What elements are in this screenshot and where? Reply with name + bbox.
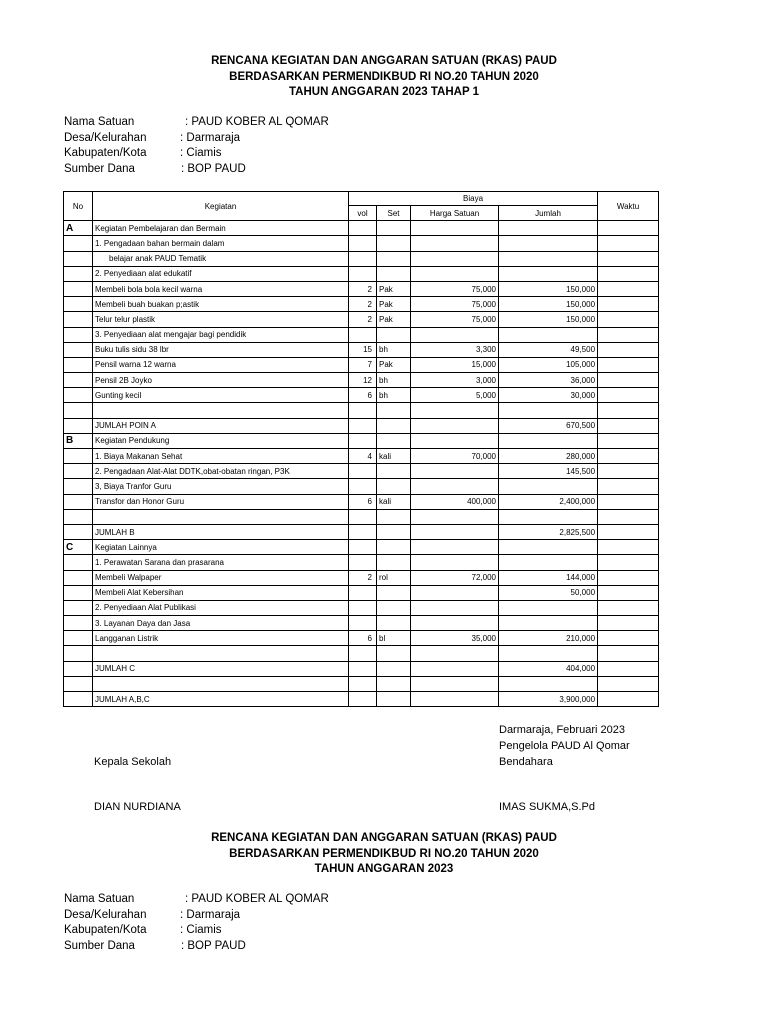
- cell-kegiatan: 2. Penyediaan alat edukatif: [93, 266, 349, 281]
- cell-vol: [349, 692, 377, 707]
- kepala-sekolah-label: Kepala Sekolah: [94, 756, 172, 768]
- cell-no: [64, 509, 93, 524]
- cell-jumlah: 144,000: [499, 570, 598, 585]
- table-row: [64, 266, 659, 281]
- cell-kegiatan: 3. Layanan Daya dan Jasa: [93, 616, 349, 631]
- cell-set: [377, 585, 411, 600]
- info-value: : PAUD KOBER AL QOMAR: [185, 893, 329, 905]
- cell-waktu: [598, 388, 659, 403]
- cell-set: bl: [377, 631, 411, 646]
- cell-set: [377, 600, 411, 615]
- cell-waktu: [598, 570, 659, 585]
- cell-waktu: [598, 509, 659, 524]
- table-row: [64, 281, 659, 296]
- table-body: [64, 221, 659, 707]
- cell-set: [377, 540, 411, 555]
- cell-kegiatan: Membeli buah buakan p;astik: [93, 297, 349, 312]
- kepala-sekolah-name: DIAN NURDIANA: [94, 801, 181, 813]
- cell-kegiatan: Telur telur plastik: [93, 312, 349, 327]
- cell-no: [64, 479, 93, 494]
- cell-vol: [349, 585, 377, 600]
- cell-no: [64, 373, 93, 388]
- cell-jumlah: [499, 236, 598, 251]
- cell-harga-satuan: [411, 266, 499, 281]
- cell-set: bh: [377, 388, 411, 403]
- cell-vol: [349, 616, 377, 631]
- info-value: : BOP PAUD: [181, 162, 246, 175]
- cell-no: [64, 251, 93, 266]
- bendahara-label: Bendahara: [499, 756, 553, 768]
- cell-jumlah: 105,000: [499, 357, 598, 372]
- cell-jumlah: [499, 327, 598, 342]
- cell-no: [64, 585, 93, 600]
- cell-vol: 4: [349, 449, 377, 464]
- cell-harga-satuan: [411, 479, 499, 494]
- cell-no: [64, 388, 93, 403]
- cell-waktu: [598, 464, 659, 479]
- cell-waktu: [598, 266, 659, 281]
- cell-no: B: [64, 433, 93, 448]
- cell-kegiatan: Buku tulis sidu 38 lbr: [93, 342, 349, 357]
- cell-kegiatan: 2. Pengadaan Alat-Alat DDTK,obat-obatan ringan, P3K: [93, 464, 349, 479]
- cell-harga-satuan: 35,000: [411, 631, 499, 646]
- cell-set: [377, 509, 411, 524]
- cell-waktu: [598, 449, 659, 464]
- cell-jumlah: 3,900,000: [499, 692, 598, 707]
- info-value: : PAUD KOBER AL QOMAR: [185, 116, 329, 128]
- cell-no: [64, 464, 93, 479]
- table-row: [64, 327, 659, 342]
- table-row: [64, 236, 659, 251]
- cell-vol: [349, 509, 377, 524]
- cell-jumlah: 49,500: [499, 342, 598, 357]
- title-line-2: BERDASARKAN PERMENDIKBUD RI NO.20 TAHUN 2020: [229, 847, 539, 860]
- cell-no: [64, 631, 93, 646]
- cell-set: Pak: [377, 312, 411, 327]
- cell-set: kali: [377, 494, 411, 509]
- header-biaya: Biaya: [349, 192, 598, 206]
- header-kegiatan: Kegiatan: [93, 192, 349, 221]
- cell-jumlah: [499, 646, 598, 661]
- cell-waktu: [598, 433, 659, 448]
- cell-jumlah: 670,500: [499, 418, 598, 433]
- cell-jumlah: 210,000: [499, 631, 598, 646]
- cell-harga-satuan: [411, 524, 499, 539]
- cell-no: [64, 676, 93, 691]
- cell-waktu: [598, 585, 659, 600]
- title-line-1: RENCANA KEGIATAN DAN ANGGARAN SATUAN (RKAS) PAUD: [211, 55, 557, 67]
- cell-vol: 2: [349, 312, 377, 327]
- cell-harga-satuan: 15,000: [411, 357, 499, 372]
- cell-set: [377, 266, 411, 281]
- cell-kegiatan: 3, Biaya Tranfor Guru: [93, 479, 349, 494]
- cell-set: [377, 433, 411, 448]
- cell-harga-satuan: [411, 616, 499, 631]
- cell-vol: [349, 221, 377, 236]
- cell-waktu: [598, 646, 659, 661]
- cell-vol: 6: [349, 388, 377, 403]
- cell-no: [64, 403, 93, 418]
- cell-set: [377, 692, 411, 707]
- cell-jumlah: [499, 266, 598, 281]
- cell-vol: 2: [349, 297, 377, 312]
- cell-jumlah: 150,000: [499, 281, 598, 296]
- cell-kegiatan: 1. Biaya Makanan Sehat: [93, 449, 349, 464]
- cell-jumlah: [499, 676, 598, 691]
- cell-harga-satuan: 3,000: [411, 373, 499, 388]
- cell-kegiatan: Langganan Listrik: [93, 631, 349, 646]
- document-title-page-2: [0, 831, 768, 878]
- info-label: Nama Satuan: [64, 116, 135, 128]
- cell-kegiatan: 2. Penyediaan Alat Publikasi: [93, 600, 349, 615]
- table-row: [64, 251, 659, 266]
- cell-no: [64, 297, 93, 312]
- title-line-3: TAHUN ANGGARAN 2023 TAHAP 1: [289, 86, 479, 98]
- cell-no: [64, 600, 93, 615]
- cell-waktu: [598, 479, 659, 494]
- cell-jumlah: [499, 251, 598, 266]
- cell-jumlah: 404,000: [499, 661, 598, 676]
- table-row: [64, 509, 659, 524]
- header-set: Set: [377, 206, 411, 221]
- cell-waktu: [598, 251, 659, 266]
- cell-waktu: [598, 236, 659, 251]
- cell-harga-satuan: [411, 646, 499, 661]
- cell-harga-satuan: [411, 555, 499, 570]
- cell-jumlah: 150,000: [499, 297, 598, 312]
- header-jumlah: Jumlah: [499, 206, 598, 221]
- cell-set: [377, 479, 411, 494]
- title-line-1: RENCANA KEGIATAN DAN ANGGARAN SATUAN (RKAS) PAUD: [211, 832, 557, 844]
- cell-no: [64, 555, 93, 570]
- cell-set: [377, 418, 411, 433]
- cell-set: [377, 524, 411, 539]
- cell-waktu: [598, 418, 659, 433]
- cell-no: A: [64, 221, 93, 236]
- cell-set: [377, 661, 411, 676]
- cell-waktu: [598, 357, 659, 372]
- cell-kegiatan: Kegiatan Pembelajaran dan Bermain: [93, 221, 349, 236]
- table-row: [64, 388, 659, 403]
- cell-harga-satuan: 3,300: [411, 342, 499, 357]
- cell-jumlah: [499, 479, 598, 494]
- info-label: Kabupaten/Kota: [64, 147, 147, 159]
- cell-vol: [349, 676, 377, 691]
- cell-jumlah: 2,825,500: [499, 524, 598, 539]
- cell-jumlah: 50,000: [499, 585, 598, 600]
- info-label: Kabupaten/Kota: [64, 924, 147, 936]
- cell-kegiatan: Membeli bola bola kecil warna: [93, 281, 349, 296]
- cell-set: bh: [377, 373, 411, 388]
- cell-harga-satuan: 70,000: [411, 449, 499, 464]
- table-row: [64, 342, 659, 357]
- table-row: [64, 692, 659, 707]
- cell-set: [377, 646, 411, 661]
- cell-no: [64, 661, 93, 676]
- cell-waktu: [598, 692, 659, 707]
- title-line-3: TAHUN ANGGARAN 2023: [314, 863, 454, 875]
- cell-harga-satuan: [411, 221, 499, 236]
- table-row: [64, 479, 659, 494]
- cell-no: [64, 312, 93, 327]
- cell-waktu: [598, 631, 659, 646]
- pengelola-label: Pengelola PAUD Al Qomar: [499, 740, 630, 752]
- cell-set: Pak: [377, 297, 411, 312]
- cell-waktu: [598, 281, 659, 296]
- cell-kegiatan: belajar anak PAUD Tematik: [93, 251, 349, 266]
- cell-kegiatan: Pensil 2B Joyko: [93, 373, 349, 388]
- cell-vol: [349, 555, 377, 570]
- cell-kegiatan: Transfor dan Honor Guru: [93, 494, 349, 509]
- cell-jumlah: 145,500: [499, 464, 598, 479]
- cell-kegiatan: JUMLAH A,B,C: [93, 692, 349, 707]
- cell-waktu: [598, 524, 659, 539]
- cell-vol: [349, 236, 377, 251]
- cell-kegiatan: Gunting kecil: [93, 388, 349, 403]
- cell-harga-satuan: 5,000: [411, 388, 499, 403]
- cell-set: Pak: [377, 281, 411, 296]
- cell-jumlah: 280,000: [499, 449, 598, 464]
- place-date: Darmaraja, Februari 2023: [499, 724, 625, 736]
- cell-waktu: [598, 221, 659, 236]
- cell-no: [64, 494, 93, 509]
- cell-waktu: [598, 540, 659, 555]
- info-value: : BOP PAUD: [181, 939, 246, 952]
- cell-set: [377, 464, 411, 479]
- cell-harga-satuan: [411, 509, 499, 524]
- cell-no: [64, 266, 93, 281]
- table-row: [64, 494, 659, 509]
- table-row: [64, 418, 659, 433]
- cell-vol: [349, 540, 377, 555]
- cell-set: [377, 616, 411, 631]
- cell-vol: [349, 661, 377, 676]
- cell-set: bh: [377, 342, 411, 357]
- cell-vol: 7: [349, 357, 377, 372]
- cell-kegiatan: JUMLAH C: [93, 661, 349, 676]
- cell-waktu: [598, 373, 659, 388]
- cell-kegiatan: 3. Penyediaan alat mengajar bagi pendidik: [93, 327, 349, 342]
- cell-no: [64, 236, 93, 251]
- document-title: [0, 54, 768, 101]
- cell-harga-satuan: 72,000: [411, 570, 499, 585]
- cell-vol: [349, 251, 377, 266]
- cell-vol: 2: [349, 281, 377, 296]
- cell-set: [377, 221, 411, 236]
- cell-waktu: [598, 494, 659, 509]
- cell-no: [64, 692, 93, 707]
- table-row: [64, 449, 659, 464]
- cell-jumlah: [499, 433, 598, 448]
- cell-set: [377, 676, 411, 691]
- info-value: : Ciamis: [180, 147, 222, 159]
- cell-harga-satuan: [411, 661, 499, 676]
- cell-set: [377, 555, 411, 570]
- cell-vol: [349, 266, 377, 281]
- cell-harga-satuan: [411, 327, 499, 342]
- rkas-table: [63, 191, 659, 707]
- cell-no: [64, 570, 93, 585]
- cell-vol: [349, 403, 377, 418]
- cell-vol: 6: [349, 494, 377, 509]
- cell-vol: [349, 418, 377, 433]
- header-harga-satuan: Harga Satuan: [411, 206, 499, 221]
- table-row: [64, 646, 659, 661]
- cell-no: [64, 646, 93, 661]
- cell-vol: 12: [349, 373, 377, 388]
- table-row: [64, 661, 659, 676]
- cell-vol: [349, 327, 377, 342]
- title-line-2: BERDASARKAN PERMENDIKBUD RI NO.20 TAHUN 2020: [229, 70, 539, 83]
- cell-set: kali: [377, 449, 411, 464]
- table-row: [64, 433, 659, 448]
- cell-no: [64, 418, 93, 433]
- cell-vol: [349, 464, 377, 479]
- cell-harga-satuan: [411, 600, 499, 615]
- cell-no: [64, 449, 93, 464]
- cell-waktu: [598, 616, 659, 631]
- header-waktu: Waktu: [598, 192, 659, 221]
- cell-waktu: [598, 327, 659, 342]
- cell-vol: 6: [349, 631, 377, 646]
- cell-harga-satuan: 75,000: [411, 297, 499, 312]
- cell-harga-satuan: [411, 585, 499, 600]
- cell-set: [377, 236, 411, 251]
- info-label: Desa/Kelurahan: [64, 908, 147, 921]
- cell-harga-satuan: [411, 236, 499, 251]
- cell-harga-satuan: 75,000: [411, 312, 499, 327]
- cell-kegiatan: [93, 403, 349, 418]
- cell-kegiatan: 1. Pengadaan bahan bermain dalam: [93, 236, 349, 251]
- table-row: [64, 464, 659, 479]
- cell-harga-satuan: [411, 540, 499, 555]
- table-row: [64, 540, 659, 555]
- table-row: [64, 312, 659, 327]
- header-no: No: [64, 192, 93, 221]
- cell-no: [64, 281, 93, 296]
- cell-no: [64, 327, 93, 342]
- table-row: [64, 570, 659, 585]
- info-value: : Darmaraja: [180, 908, 241, 921]
- cell-no: [64, 357, 93, 372]
- cell-kegiatan: [93, 676, 349, 691]
- cell-waktu: [598, 297, 659, 312]
- cell-waktu: [598, 600, 659, 615]
- info-label: Sumber Dana: [64, 162, 135, 175]
- cell-waktu: [598, 555, 659, 570]
- cell-harga-satuan: 75,000: [411, 281, 499, 296]
- cell-jumlah: 2,400,000: [499, 494, 598, 509]
- table-row: [64, 403, 659, 418]
- cell-harga-satuan: [411, 464, 499, 479]
- cell-kegiatan: Membeli Alat Kebersihan: [93, 585, 349, 600]
- table-row: [64, 524, 659, 539]
- table-row: [64, 221, 659, 236]
- info-label: Sumber Dana: [64, 939, 135, 952]
- cell-jumlah: [499, 221, 598, 236]
- cell-set: Pak: [377, 357, 411, 372]
- cell-waktu: [598, 661, 659, 676]
- cell-set: rol: [377, 570, 411, 585]
- cell-vol: [349, 479, 377, 494]
- table-row: [64, 631, 659, 646]
- cell-vol: [349, 646, 377, 661]
- cell-harga-satuan: [411, 403, 499, 418]
- table-row: [64, 616, 659, 631]
- info-label: Nama Satuan: [64, 893, 135, 905]
- cell-kegiatan: Membeli Walpaper: [93, 570, 349, 585]
- cell-kegiatan: JUMLAH POIN A: [93, 418, 349, 433]
- cell-vol: [349, 433, 377, 448]
- cell-no: [64, 342, 93, 357]
- table-row: [64, 585, 659, 600]
- cell-waktu: [598, 312, 659, 327]
- cell-harga-satuan: [411, 251, 499, 266]
- cell-jumlah: 30,000: [499, 388, 598, 403]
- cell-harga-satuan: [411, 418, 499, 433]
- cell-kegiatan: Pensil warna 12 warna: [93, 357, 349, 372]
- cell-set: [377, 251, 411, 266]
- cell-kegiatan: [93, 509, 349, 524]
- cell-waktu: [598, 403, 659, 418]
- cell-set: [377, 403, 411, 418]
- table-row: [64, 555, 659, 570]
- cell-jumlah: 150,000: [499, 312, 598, 327]
- cell-jumlah: [499, 555, 598, 570]
- cell-vol: 2: [349, 570, 377, 585]
- cell-harga-satuan: [411, 676, 499, 691]
- cell-jumlah: [499, 540, 598, 555]
- cell-jumlah: [499, 616, 598, 631]
- cell-no: [64, 616, 93, 631]
- table-row: [64, 373, 659, 388]
- header-vol: vol: [349, 206, 377, 221]
- table-row: [64, 357, 659, 372]
- info-label: Desa/Kelurahan: [64, 131, 147, 144]
- cell-vol: [349, 524, 377, 539]
- cell-harga-satuan: 400,000: [411, 494, 499, 509]
- info-value: : Darmaraja: [180, 131, 241, 144]
- cell-set: [377, 327, 411, 342]
- cell-kegiatan: Kegiatan Lainnya: [93, 540, 349, 555]
- cell-kegiatan: JUMLAH B: [93, 524, 349, 539]
- cell-jumlah: [499, 600, 598, 615]
- cell-waktu: [598, 342, 659, 357]
- cell-kegiatan: Kegiatan Pendukung: [93, 433, 349, 448]
- cell-no: C: [64, 540, 93, 555]
- cell-jumlah: [499, 509, 598, 524]
- cell-kegiatan: [93, 646, 349, 661]
- cell-no: [64, 524, 93, 539]
- cell-vol: 15: [349, 342, 377, 357]
- bendahara-name: IMAS SUKMA,S.Pd: [499, 801, 595, 813]
- cell-waktu: [598, 676, 659, 691]
- table-row: [64, 297, 659, 312]
- table-row: [64, 676, 659, 691]
- cell-harga-satuan: [411, 433, 499, 448]
- cell-kegiatan: 1. Perawatan Sarana dan prasarana: [93, 555, 349, 570]
- info-value: : Ciamis: [180, 924, 222, 936]
- cell-vol: [349, 600, 377, 615]
- table-row: [64, 600, 659, 615]
- cell-harga-satuan: [411, 692, 499, 707]
- cell-jumlah: [499, 403, 598, 418]
- cell-jumlah: 36,000: [499, 373, 598, 388]
